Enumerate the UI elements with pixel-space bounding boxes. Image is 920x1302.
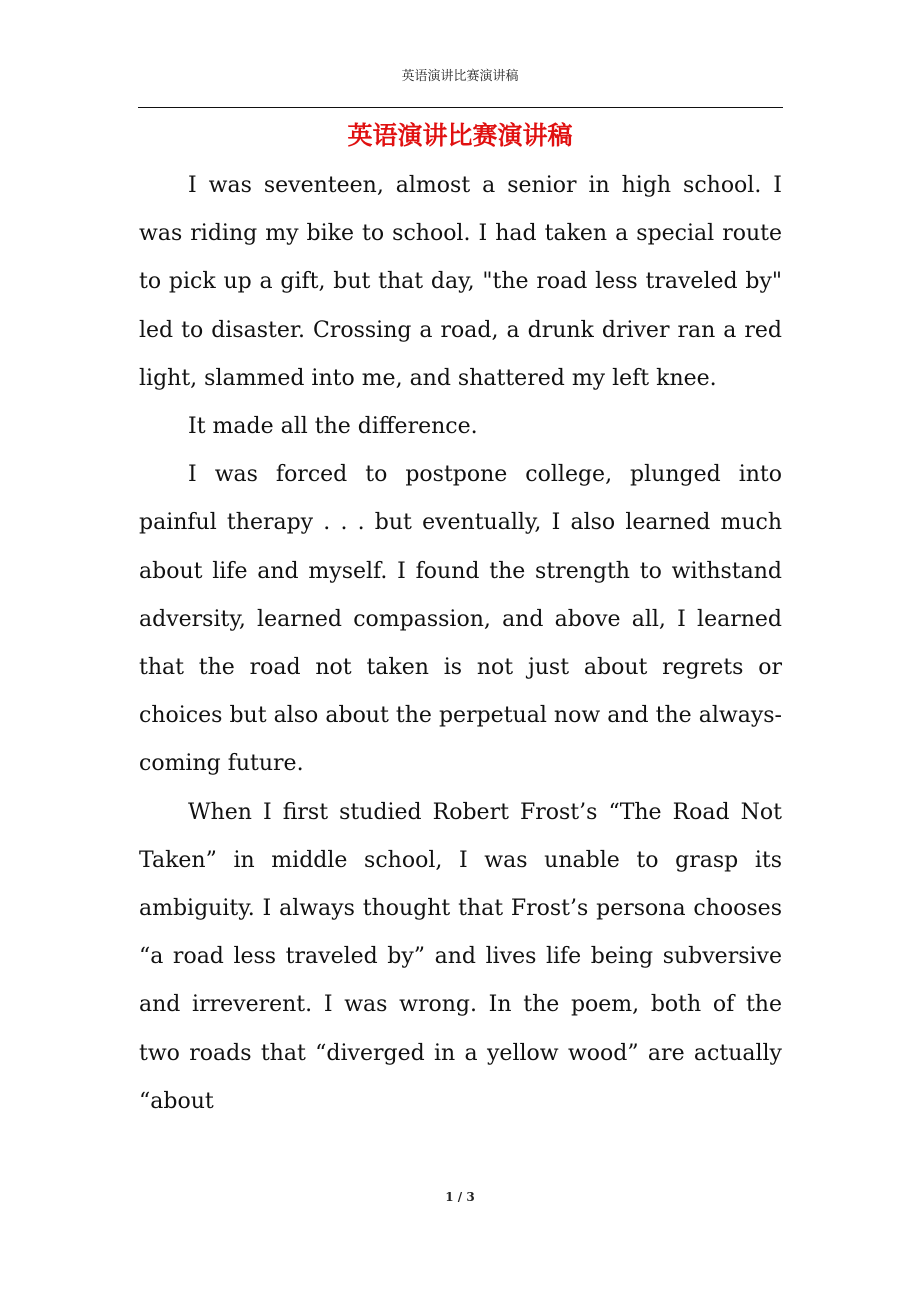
document-title: 英语演讲比赛演讲稿 <box>347 121 573 150</box>
paragraph-4: When I first studied Robert Frost’s “The Road Not Taken” in middle school, I was unable to grasp its ambiguity. I always thought that Frost’s persona chooses “a road less traveled by” and lives life being subversive and irreverent. I was wrong. In the poem, both of the two roads that “diverged in a yellow wood” are actually “about <box>139 799 782 1114</box>
document-body <box>139 162 782 1126</box>
running-header: 英语演讲比赛演讲稿 <box>401 69 519 84</box>
paragraph-2: It made all the difference. <box>188 414 478 440</box>
paragraph-3: I was forced to postpone college, plunged into painful therapy . . . but eventually, I also learned much about life and myself. I found the strength to withstand adversity, learned compassion, and above all, I learned that the road not taken is not just about regrets or choices but also about the perpetual now and the always-coming future. <box>139 462 782 777</box>
paragraph-1: I was seventeen, almost a senior in high school. I was riding my bike to school. I had taken a special route to pick up a gift, but that day, "the road less traveled by" led to disaster. Crossing a road, a drunk driver ran a red light, slammed into me, and shattered my left knee. <box>139 173 782 391</box>
header-divider <box>138 107 783 108</box>
page-number: 1 / 3 <box>445 1190 475 1204</box>
